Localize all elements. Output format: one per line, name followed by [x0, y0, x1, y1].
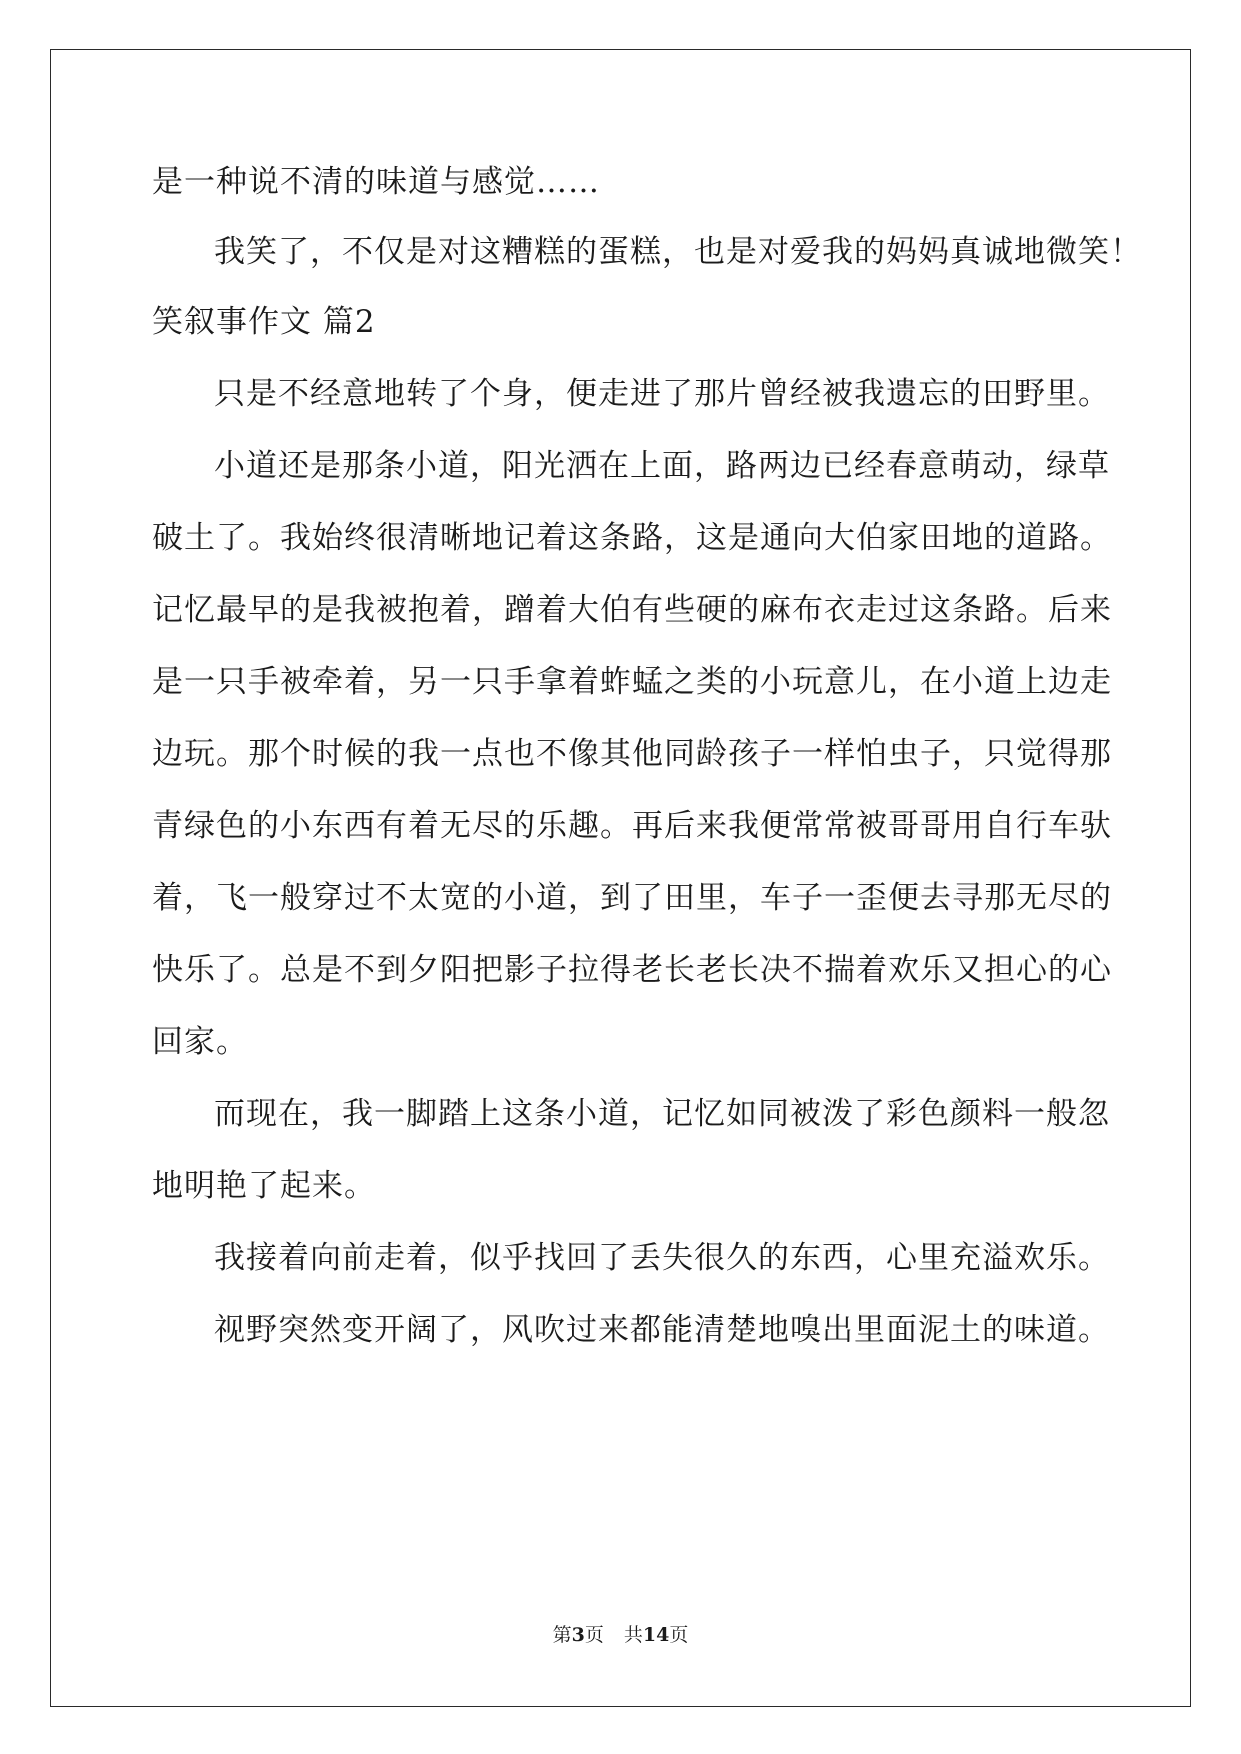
page-footer [0, 1623, 1241, 1647]
text-line: 视野突然变开阔了，风吹过来都能清楚地嗅出里面泥土的味道。 [214, 1312, 1110, 1348]
total-prefix: 共 [623, 1624, 643, 1646]
text-line: 青绿色的小东西有着无尽的乐趣。再后来我便常常被哥哥用自行车驮 [152, 808, 1112, 844]
text-line: 地明艳了起来。 [152, 1168, 376, 1204]
text-line: 小道还是那条小道，阳光洒在上面，路两边已经春意萌动，绿草 [214, 448, 1110, 484]
page-number: 3 [571, 1624, 585, 1646]
text-line: 我笑了，不仅是对这糟糕的蛋糕，也是对爱我的妈妈真诚地微笑！ [214, 234, 1142, 270]
text-line: 破土了。我始终很清晰地记着这条路，这是通向大伯家田地的道路。 [152, 520, 1112, 556]
text-line: 回家。 [152, 1024, 248, 1060]
section-heading: 笑叙事作文 篇2 [152, 304, 376, 340]
total-pages: 14 [642, 1624, 670, 1646]
text-line: 着，飞一般穿过不太宽的小道，到了田里，车子一歪便去寻那无尽的 [152, 880, 1112, 916]
text-line: 是一只手被牵着，另一只手拿着蚱蜢之类的小玩意儿，在小道上边走 [152, 664, 1112, 700]
text-line: 是一种说不清的味道与感觉…… [152, 164, 600, 200]
page-suffix: 页 [584, 1624, 604, 1646]
text-line: 我接着向前走着，似乎找回了丢失很久的东西，心里充溢欢乐。 [214, 1240, 1110, 1276]
text-line: 记忆最早的是我被抱着，蹭着大伯有些硬的麻布衣走过这条路。后来 [152, 592, 1112, 628]
text-line: 边玩。那个时候的我一点也不像其他同龄孩子一样怕虫子，只觉得那 [152, 736, 1112, 772]
text-line: 而现在，我一脚踏上这条小道，记忆如同被泼了彩色颜料一般忽 [214, 1096, 1110, 1132]
total-suffix: 页 [669, 1624, 689, 1646]
text-line: 只是不经意地转了个身，便走进了那片曾经被我遗忘的田野里。 [214, 376, 1110, 412]
page-prefix: 第 [552, 1624, 572, 1646]
text-line: 快乐了。总是不到夕阳把影子拉得老长老长决不揣着欢乐又担心的心 [152, 952, 1112, 988]
